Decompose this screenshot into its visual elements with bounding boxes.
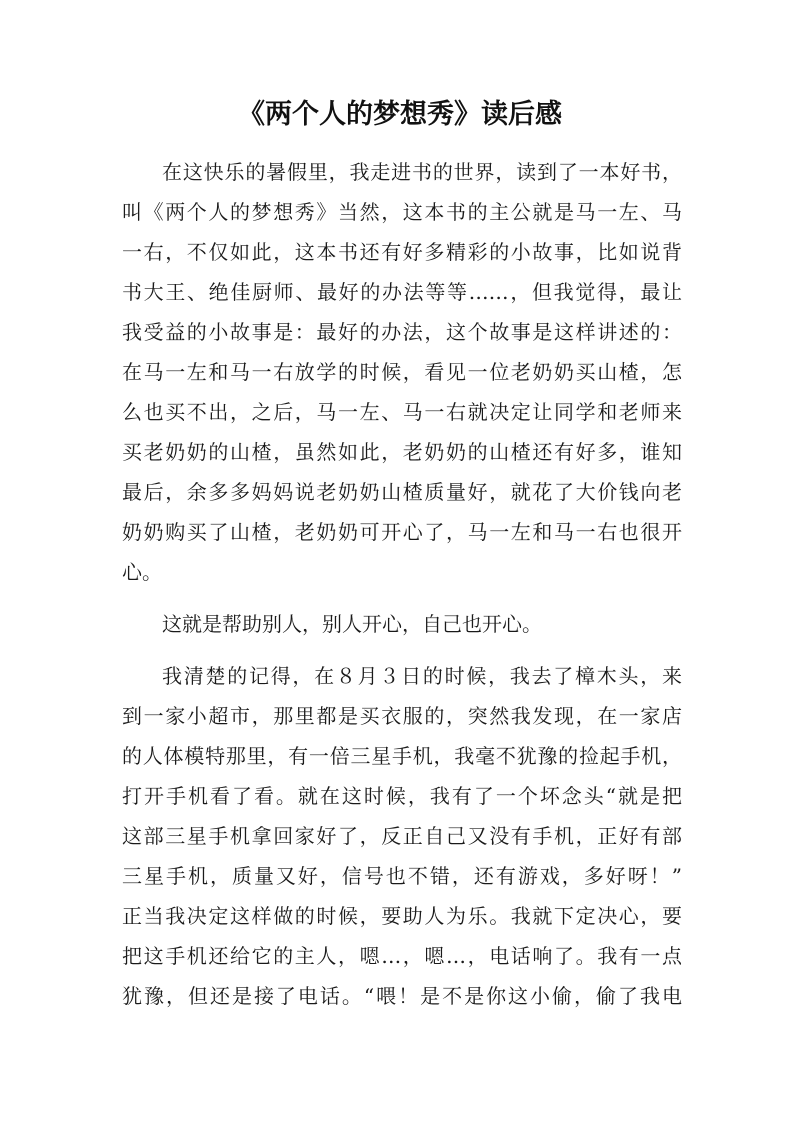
paragraph-gap <box>122 592 682 604</box>
text-line: 奶奶购买了山楂，老奶奶可开心了，马一左和马一右也很开 <box>122 520 682 544</box>
paragraph <box>122 152 682 592</box>
text-line: 在马一左和马一右放学的时候，看见一位老奶奶买山楂，怎 <box>122 360 682 384</box>
text-line: 买老奶奶的山楂，虽然如此，老奶奶的山楂还有好多，谁知 <box>122 440 682 464</box>
text-line: 一右，不仅如此，这本书还有好多精彩的小故事，比如说背 <box>122 240 682 264</box>
text-line: 到一家小超市，那里都是买衣服的，突然我发现，在一家店 <box>122 704 682 728</box>
text-line: 这部三星手机拿回家好了，反正自己又没有手机，正好有部 <box>122 824 682 848</box>
document-body <box>122 152 682 1016</box>
text-line: 最后，余多多妈妈说老奶奶山楂质量好，就花了大价钱向老 <box>122 480 682 504</box>
text-line: 犹豫，但还是接了电话。“喂！是不是你这小偷，偷了我电 <box>122 984 682 1008</box>
text-line: 心。 <box>122 560 162 584</box>
text-line: 把这手机还给它的主人，嗯…，嗯…，电话响了。我有一点 <box>122 944 682 968</box>
page-title: 《两个人的梦想秀》读后感 <box>238 99 562 130</box>
text-line: 这就是帮助别人，别人开心，自己也开心。 <box>162 612 542 636</box>
text-line: 我受益的小故事是：最好的办法，这个故事是这样讲述的： <box>122 320 682 344</box>
text-line: 三星手机，质量又好，信号也不错，还有游戏，多好呀！” <box>122 864 682 888</box>
text-line: 我清楚的记得，在８月３日的时候，我去了樟木头，来 <box>162 664 682 688</box>
text-line: 叫《两个人的梦想秀》当然，这本书的主公就是马一左、马 <box>122 200 682 224</box>
text-line: 打开手机看了看。就在这时候，我有了一个坏念头“就是把 <box>122 784 682 808</box>
text-line: 在这快乐的暑假里，我走进书的世界，读到了一本好书， <box>162 160 682 184</box>
text-line: 书大王、绝佳厨师、最好的办法等等……，但我觉得，最让 <box>122 280 682 304</box>
paragraph <box>122 604 682 644</box>
text-line: 正当我决定这样做的时候，要助人为乐。我就下定决心，要 <box>122 904 682 928</box>
paragraph <box>122 656 682 1016</box>
paragraph-gap <box>122 644 682 656</box>
text-line: 么也买不出，之后，马一左、马一右就决定让同学和老师来 <box>122 400 682 424</box>
text-line: 的人体模特那里，有一倍三星手机，我毫不犹豫的捡起手机， <box>122 744 682 768</box>
